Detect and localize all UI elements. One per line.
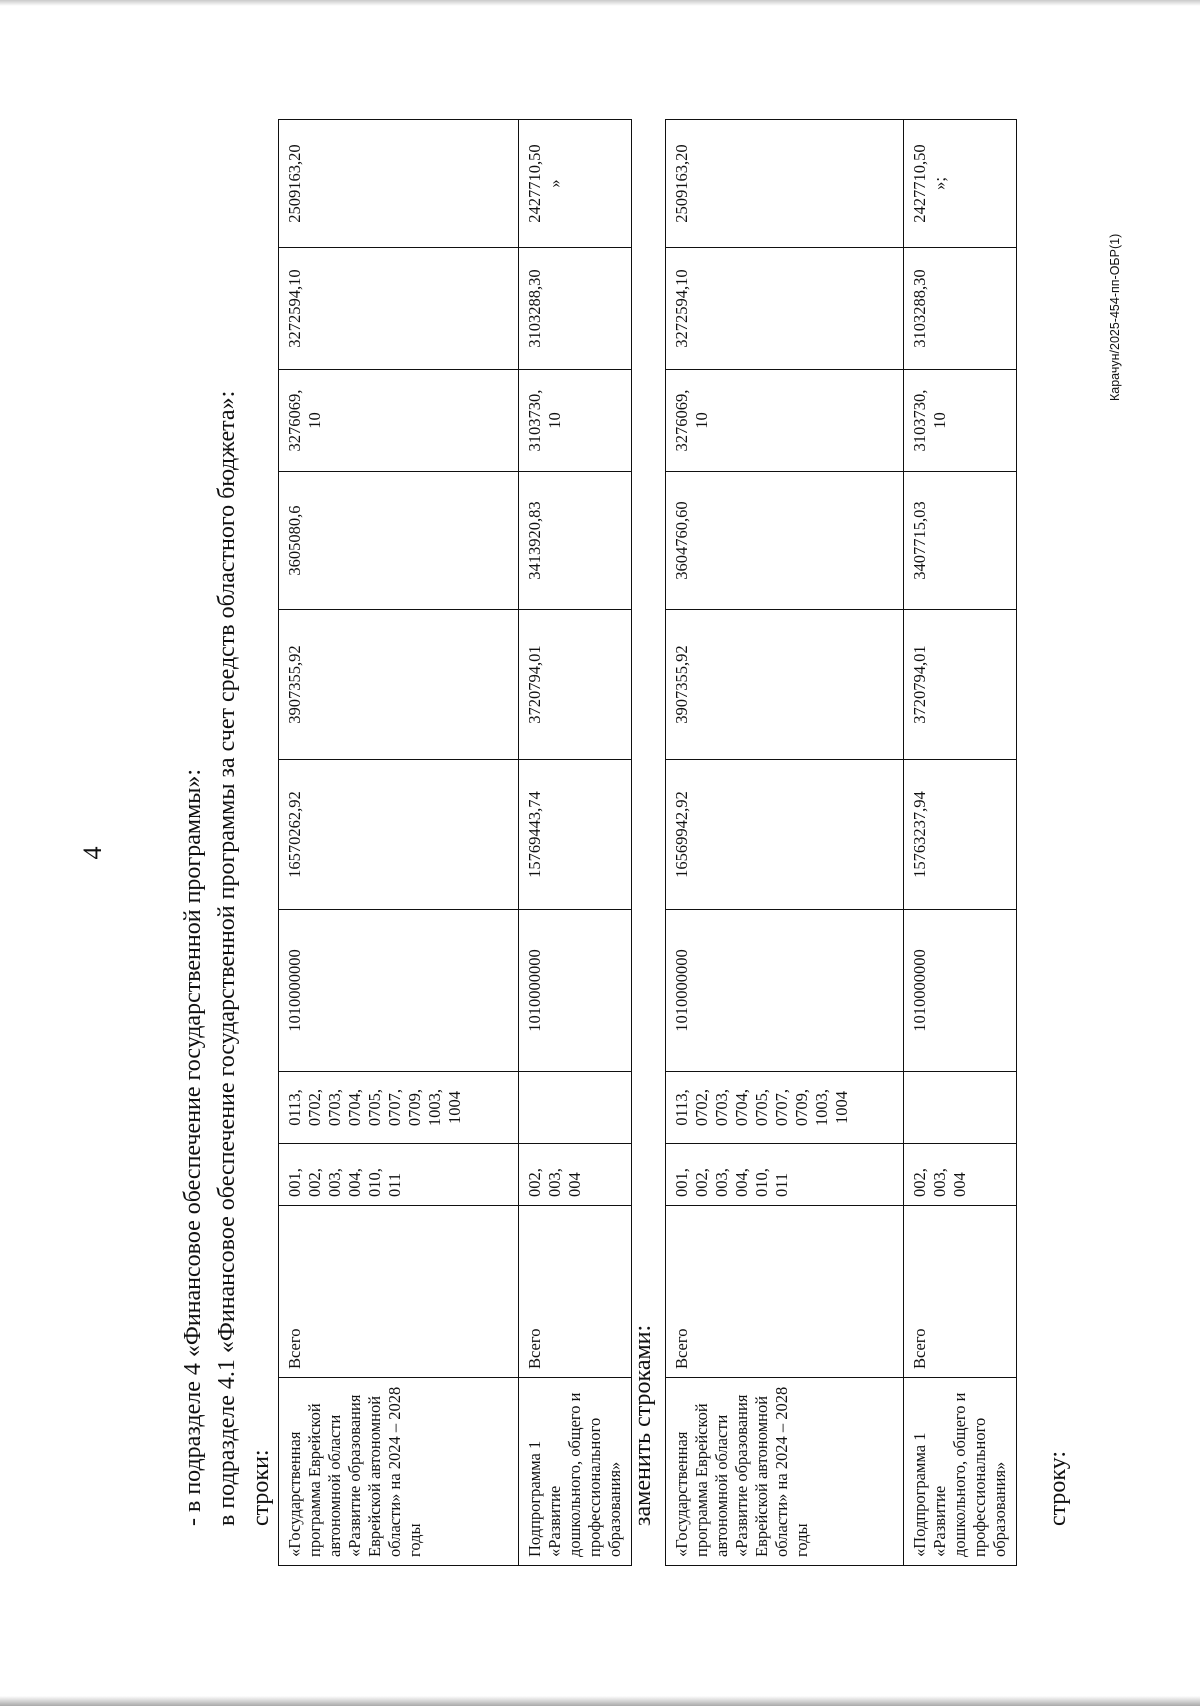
cell-total: 16570262,92 <box>279 760 519 910</box>
cell-name: «Подпрограмма 1 «Развитие дошкольного, общего и профессионального образования» <box>904 1378 1017 1566</box>
cell-source: Всего <box>904 1206 1017 1378</box>
row-label: строку: <box>1045 1450 1071 1526</box>
cell-total: 16569942,92 <box>666 760 904 910</box>
table-before <box>278 119 632 1566</box>
cell-2028: 2427710,50 » <box>519 120 632 248</box>
replace-label: заменить строками: <box>630 1324 656 1526</box>
cell-csr: 1010000000 <box>666 910 904 1072</box>
cell-2026: 3276069, 10 <box>279 370 519 472</box>
cell-grbs: 001, 002, 003, 004, 010, 011 <box>666 1144 904 1206</box>
cell-total: 15769443,74 <box>519 760 632 910</box>
table-row <box>904 120 1017 1566</box>
cell-2024: 3907355,92 <box>666 610 904 760</box>
cell-source: Всего <box>519 1206 632 1378</box>
cell-2027: 3103288,30 <box>904 248 1017 370</box>
cell-name: Подпрограмма 1 «Развитие дошкольного, общего и профессионального образования» <box>519 1378 632 1566</box>
cell-2024: 3907355,92 <box>279 610 519 760</box>
cell-name: «Государственная программа Еврейской автономной области «Развитие образования Еврейской автономной области» на 2024 – 2028 годы <box>279 1378 519 1566</box>
cell-2025: 3413920,83 <box>519 472 632 610</box>
document-footer: Карачун/2025-454-пп-ОБР(1) <box>1108 233 1122 401</box>
cell-2025: 3605080,6 <box>279 472 519 610</box>
table-row <box>666 120 904 1566</box>
cell-csr: 1010000000 <box>279 910 519 1072</box>
cell-2027: 3272594,10 <box>666 248 904 370</box>
cell-rzpr: 0113, 0702, 0703, 0704, 0705, 0707, 0709, 1003, 1004 <box>279 1072 519 1144</box>
cell-2027: 3272594,10 <box>279 248 519 370</box>
cell-2026: 3103730, 10 <box>904 370 1017 472</box>
cell-rzpr <box>519 1072 632 1144</box>
cell-rzpr: 0113, 0702, 0703, 0704, 0705, 0707, 0709, 1003, 1004 <box>666 1072 904 1144</box>
cell-2026: 3276069, 10 <box>666 370 904 472</box>
cell-2028: 2427710,50 »; <box>904 120 1017 248</box>
page-number: 4 <box>78 846 107 860</box>
cell-rzpr <box>904 1072 1017 1144</box>
cell-grbs: 002, 003, 004 <box>519 1144 632 1206</box>
table-row <box>279 120 519 1566</box>
subsection-4-heading: - в подразделе 4 «Финансовое обеспечение государственной программы»: <box>180 768 206 1526</box>
cell-csr: 1010000000 <box>904 910 1017 1072</box>
cell-2026: 3103730, 10 <box>519 370 632 472</box>
cell-2024: 3720794,01 <box>904 610 1017 760</box>
cell-grbs: 001, 002, 003, 004, 010, 011 <box>279 1144 519 1206</box>
cell-2025: 3407715,03 <box>904 472 1017 610</box>
cell-2025: 3604760,60 <box>666 472 904 610</box>
cell-source: Всего <box>666 1206 904 1378</box>
table-after <box>665 119 1017 1566</box>
cell-source: Всего <box>279 1206 519 1378</box>
cell-2028: 2509163,20 <box>279 120 519 248</box>
cell-2028: 2509163,20 <box>666 120 904 248</box>
cell-2027: 3103288,30 <box>519 248 632 370</box>
cell-2024: 3720794,01 <box>519 610 632 760</box>
subsection-4-1-heading: в подразделе 4.1 «Финансовое обеспечение государственной программы за счет средств областного бюджета»: <box>214 390 240 1526</box>
table-row <box>519 120 632 1566</box>
cell-csr: 1010000000 <box>519 910 632 1072</box>
cell-name: «Государственная программа Еврейской автономной области «Развитие образования Еврейской автономной области» на 2024 – 2028 годы <box>666 1378 904 1566</box>
cell-total: 15763237,94 <box>904 760 1017 910</box>
cell-grbs: 002, 003, 004 <box>904 1144 1017 1206</box>
rows-label: строки: <box>248 1449 274 1526</box>
